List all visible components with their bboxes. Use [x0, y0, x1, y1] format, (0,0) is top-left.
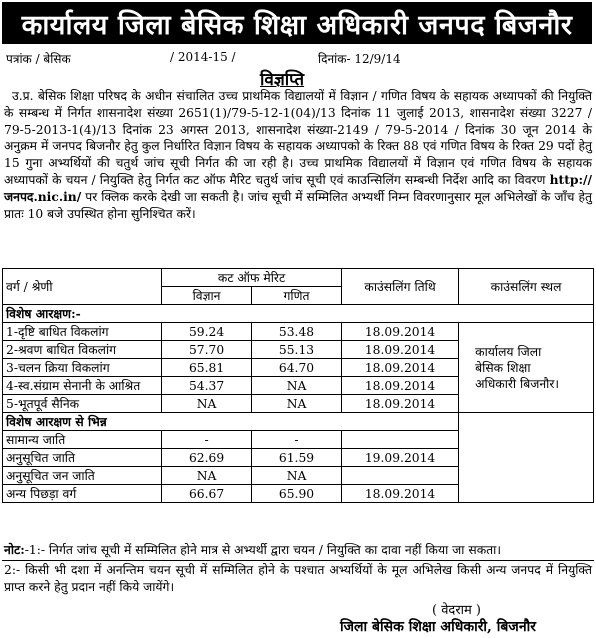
row-category: अनुसूचित जन जाति [3, 467, 162, 485]
section-special-reservation: विशेष आरक्षण:- [3, 305, 594, 323]
counselling-venue [459, 323, 594, 413]
venue-line: बेसिक शिक्षा [475, 360, 531, 375]
notice-body [4, 88, 592, 222]
header-cutoff: कट ऑफ मेरिट [162, 269, 342, 287]
row-science: 62.69 [162, 449, 252, 467]
note-label: नोट: [4, 542, 25, 557]
note-1-text: -1:- निर्गत जांच सूची में सम्मिलित होने मात्र से अभ्यर्थी द्वारा चयन / नियुक्ति का दावा नहीं किया जा सकता। [24, 543, 502, 557]
row-maths: 61.59 [252, 449, 342, 467]
venue-empty-cell [459, 413, 594, 503]
cutoff-merit-table [2, 268, 594, 503]
row-maths: 64.70 [252, 359, 342, 377]
row-date: 18.09.2014 [341, 377, 458, 395]
session-year: / 2014-15 / [170, 50, 236, 64]
row-maths: 55.13 [252, 341, 342, 359]
signatory-title: जिला बेसिक शिक्षा अधिकारी, बिजनौर [340, 619, 536, 635]
note-2: 2:- किसी भी दशा में अनन्तिम चयन सूची में सम्मिलित होने के पश्चात अभ्यर्थियों के मूल अभिलेख किसी अन्य जनपद में नियुक्ति प्राप्त करने हेतु प्रदान नहीं किये जायेंगे। [4, 563, 592, 594]
row-maths: NA [252, 395, 342, 413]
header-counselling-date: काउंसलिंग तिथि [341, 269, 458, 305]
office-header: कार्यालय जिला बेसिक शिक्षा अधिकारी जनपद बिजनौर [2, 2, 592, 44]
row-date: 18.09.2014 [341, 323, 458, 341]
header-science: विज्ञान [162, 287, 252, 305]
row-date [341, 467, 458, 485]
website-link[interactable]: http://जनपद.nic.in/ [4, 171, 592, 204]
row-category: 3-चलन क्रिया विकलांग [3, 359, 162, 377]
row-category: 2-श्रवण बाधित विकलांग [3, 341, 162, 359]
row-maths: 65.90 [252, 485, 342, 503]
row-date: 18.09.2014 [341, 395, 458, 413]
row-science: 59.24 [162, 323, 252, 341]
letter-date: दिनांक- 12/9/14 [318, 52, 401, 66]
row-science: 57.70 [162, 341, 252, 359]
row-category: 4-स्व.संग्राम सेनानी के आश्रित [3, 377, 162, 395]
signatory-name: ( वेदराम ) [432, 603, 481, 618]
notes-section [2, 540, 594, 597]
row-science: 54.37 [162, 377, 252, 395]
row-category: 1-दृष्टि बाधित विकलांग [3, 323, 162, 341]
note-1 [2, 540, 594, 561]
table-row [3, 323, 594, 341]
row-science: 66.67 [162, 485, 252, 503]
body-text-continued: पर क्लिक करके देखी जा सकती है। जांच सूची में सम्मिलित अभ्यर्थी निम्न विवरणानुसार मूल अभिलेखों के जाँच हेतु प्रातः 10 बजे उपस्थित होना सुनिश्चित करें। [4, 189, 592, 221]
table-header-row [3, 269, 594, 287]
row-category: सामान्य जाति [3, 431, 162, 449]
header-counselling-venue: काउंसलिंग स्थल [459, 269, 594, 305]
row-date: 18.09.2014 [341, 485, 458, 503]
row-science: - [162, 431, 252, 449]
row-science: 65.81 [162, 359, 252, 377]
row-category: अनुसूचित जाति [3, 449, 162, 467]
venue-line: अधिकारी बिजनौर। [475, 376, 560, 391]
row-date: 18.09.2014 [341, 341, 458, 359]
row-maths: NA [252, 377, 342, 395]
row-category: 5-भूतपूर्व सैनिक [3, 395, 162, 413]
row-maths: - [252, 431, 342, 449]
row-science: NA [162, 395, 252, 413]
row-category: अन्य पिछड़ा वर्ग [3, 485, 162, 503]
venue-line: कार्यालय जिला [475, 344, 542, 359]
header-maths: गणित [252, 287, 342, 305]
notice-title: विज्ञप्ति [260, 70, 305, 90]
section-row [3, 413, 594, 431]
row-date: 18.09.2014 [341, 359, 458, 377]
row-science: NA [162, 467, 252, 485]
row-maths: NA [252, 467, 342, 485]
header-category: वर्ग / श्रेणी [3, 269, 162, 305]
letter-number: पत्रांक / बेसिक [6, 52, 71, 66]
section-other-reservation: विशेष आरक्षण से भिन्न [3, 413, 459, 431]
section-row [3, 305, 594, 323]
body-text: उ.प्र. बेसिक शिक्षा परिषद के अधीन संचालित उच्च प्राथमिक विद्यालयों में विज्ञान / गणित विषय के सहायक अध्यापकों की नियुक्ति के सम्बन्ध में निर्गत शासनादेश संख्या 2651(1)/79-5-12-1(04)/13 दिनांक 11 जुलाई 2013, शासनादेश संख्या 3227 / 79-5-2013-1(4)/13 दिनांक 23 अगस्त 2013, शासनादेश संख्या-2149 / 79-5-2014 / दिनांक 30 जून 2014 के अनुक्रम में जनपद बिजनौर हेतु कुल निर्धारित विज्ञान विषय के सहायक अध्यापको के रिक्त 88 एवं गणित विषय के रिक्त 29 पदों हेतु 15 गुना अभ्यर्थियों की चतुर्थ जांच सूची निर्गत की जा रही है। उच्च प्राथमिक विद्यालयों में विज्ञान एवं गणित विषय के सहायक अध्यापकों के चयन / नियुक्ति हेतु निर्गत कट ऑफ मैरिट चतुर्थ जांच सूची एवं काउन्सिलिंग सम्बन्धी निर्देश आदि का विवरण [4, 89, 592, 187]
row-date: 19.09.2014 [341, 449, 458, 467]
row-date [341, 431, 458, 449]
row-maths: 53.48 [252, 323, 342, 341]
